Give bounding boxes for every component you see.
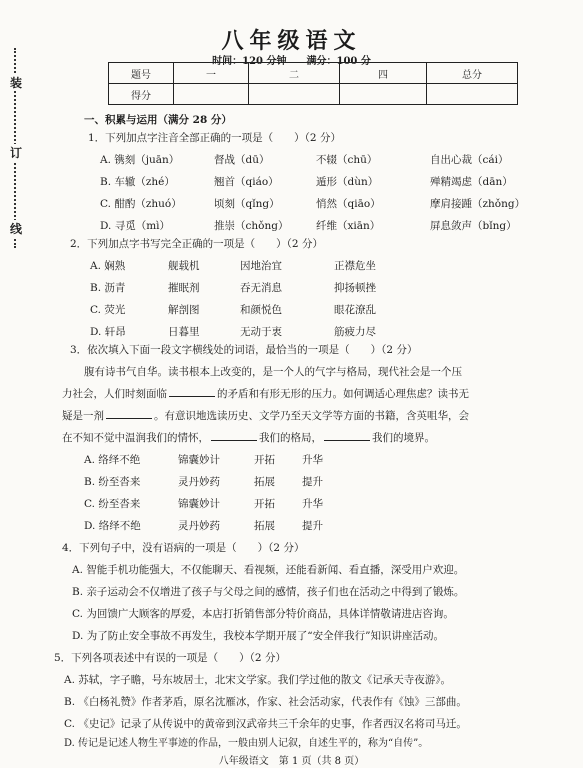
passage-line bbox=[62, 430, 435, 445]
option-cell: C. 荧光 bbox=[90, 304, 126, 316]
score-header-cell: 二 bbox=[249, 63, 340, 84]
option-cell: B. 车辙（zhé） bbox=[100, 176, 175, 188]
score-header-cell: 四 bbox=[340, 63, 427, 84]
passage-text: 的矛盾和有形无形的压力。如何调适心理焦虑？读书无 bbox=[217, 388, 469, 400]
option-line: D. 传记是记述人物生平事迹的作品，一般由别人记叙，自述生平的，称为“自传”。 bbox=[64, 738, 429, 749]
option-cell: 拓展 bbox=[254, 520, 275, 532]
option-cell: 锦囊妙计 bbox=[178, 498, 220, 510]
option-cell: 推崇（chǒng） bbox=[214, 220, 289, 232]
option-line: B. 《白杨礼赞》作者茅盾，原名沈雁冰，作家、社会活动家，代表作有《蚀》三部曲。 bbox=[64, 696, 467, 708]
option-cell: D. 寻觅（mì） bbox=[100, 220, 171, 232]
score-row-label: 得分 bbox=[109, 84, 174, 105]
gutter-xian: 线 bbox=[10, 222, 23, 236]
option-cell: 提升 bbox=[302, 476, 323, 488]
score-cell[interactable] bbox=[249, 84, 340, 105]
option-cell: 殚精竭虑（dān） bbox=[430, 176, 513, 188]
option-line: A. 智能手机功能强大，不仅能聊天、看视频，还能看新闻、看直播，深受用户欢迎。 bbox=[72, 564, 465, 576]
option-line: C. 《史记》记录了从传说中的黄帝到汉武帝共三千余年的史事，作者西汉名将司马迁。 bbox=[64, 718, 467, 730]
option-cell: 屏息敛声（bǐng） bbox=[430, 220, 517, 232]
question-stem: 2．下列加点字书写完全正确的一项是（ ）（2 分） bbox=[70, 238, 323, 250]
option-cell: 正襟危坐 bbox=[334, 260, 376, 272]
passage-text: 疑是一剂 bbox=[62, 410, 104, 422]
option-cell: 升华 bbox=[302, 498, 323, 510]
option-cell: D. 络绎不绝 bbox=[84, 520, 141, 532]
score-header-cell: 总分 bbox=[427, 63, 518, 84]
option-cell: 筋疲力尽 bbox=[334, 326, 376, 338]
option-cell: 灵丹妙药 bbox=[178, 476, 220, 488]
option-cell: 灵丹妙药 bbox=[178, 520, 220, 532]
option-cell: 升华 bbox=[302, 454, 323, 466]
question-stem: 4．下列句子中，没有语病的一项是（ ）（2 分） bbox=[62, 542, 305, 554]
section-heading: 一、积累与运用（满分 28 分） bbox=[84, 114, 232, 126]
passage-text: 力社会，人们时刻面临 bbox=[62, 388, 167, 400]
option-cell: 锦囊妙计 bbox=[178, 454, 220, 466]
option-cell: 摧眠剂 bbox=[168, 282, 200, 294]
option-cell: 顷刻（qǐng） bbox=[214, 198, 280, 210]
fill-blank[interactable] bbox=[106, 418, 152, 419]
option-cell: C. 纷至沓来 bbox=[84, 498, 141, 510]
fill-blank[interactable] bbox=[169, 396, 215, 397]
fill-blank[interactable] bbox=[324, 440, 370, 441]
option-cell: 和颜悦色 bbox=[240, 304, 282, 316]
fill-blank[interactable] bbox=[211, 440, 257, 441]
passage-text: 在不知不觉中温润我们的情怀， bbox=[62, 432, 209, 444]
option-cell: 督战（dū） bbox=[214, 154, 270, 166]
option-line: D. 为了防止安全事故不再发生，我校本学期开展了“安全伴我行”知识讲座活动。 bbox=[72, 630, 444, 642]
option-line: C. 为回馈广大顾客的厚爱，本店打折销售部分特价商品，具体详情敬请进店咨询。 bbox=[72, 608, 454, 620]
option-cell: A. 娴熟 bbox=[90, 260, 126, 272]
option-cell: 悄然（qiāo） bbox=[316, 198, 381, 210]
option-cell: A. 络绎不绝 bbox=[84, 454, 141, 466]
score-header-cell: 题号 bbox=[109, 63, 174, 84]
option-cell: 自出心裁（cái） bbox=[430, 154, 509, 166]
passage-text: 我们的格局， bbox=[259, 432, 322, 444]
option-cell: A. 镌刻（juān） bbox=[100, 154, 180, 166]
question-stem: 1．下列加点字注音全部正确的一项是（ ）（2 分） bbox=[88, 132, 341, 144]
option-cell: 提升 bbox=[302, 520, 323, 532]
option-line: A. 苏轼，字子瞻，号东坡居士，北宋文学家。我们学过他的散文《记承天寺夜游》。 bbox=[64, 674, 452, 686]
option-cell: 解剖图 bbox=[168, 304, 200, 316]
question-stem: 3．依次填入下面一段文字横线处的词语，最恰当的一项是（ ）（2 分） bbox=[70, 344, 418, 356]
option-cell: 抑扬顿挫 bbox=[334, 282, 376, 294]
option-cell: B. 纷至沓来 bbox=[84, 476, 141, 488]
score-cell[interactable] bbox=[427, 84, 518, 105]
option-cell: 开拓 bbox=[254, 498, 275, 510]
exam-info: 时间：120 分钟 满分：100 分 bbox=[212, 56, 371, 67]
passage-line: 腹有诗书气自华。读书根本上改变的，是一个人的气字与格局，现代社会是一个压 bbox=[84, 366, 462, 378]
option-cell: 日暮里 bbox=[168, 326, 200, 338]
option-cell: 摩肩接踵（zhǒng） bbox=[430, 198, 526, 210]
option-cell: 吞无消息 bbox=[240, 282, 282, 294]
passage-text: 。有意识地选读历史、文学乃至天文学等方面的书籍，含英咀华，会 bbox=[154, 410, 469, 422]
page-title: 八年级语文 bbox=[221, 28, 362, 54]
score-header-cell: 一 bbox=[174, 63, 249, 84]
option-cell: 纤维（xiān） bbox=[316, 220, 381, 232]
option-cell: 因地治宜 bbox=[240, 260, 282, 272]
option-cell: 眼花潦乱 bbox=[334, 304, 376, 316]
option-cell: 开拓 bbox=[254, 454, 275, 466]
option-cell: D. 轩昂 bbox=[90, 326, 126, 338]
passage-text: 我们的境界。 bbox=[372, 432, 435, 444]
question-stem: 5．下列各项表述中有误的一项是（ ）（2 分） bbox=[54, 652, 286, 664]
option-cell: 舰载机 bbox=[168, 260, 200, 272]
option-cell: 遁形（dùn） bbox=[316, 176, 379, 188]
option-line: B. 亲子运动会不仅增进了孩子与父母之间的感情，孩子们也在活动之中得到了锻炼。 bbox=[72, 586, 465, 598]
option-cell: C. 酣酌（zhuó） bbox=[100, 198, 182, 210]
option-cell: 翘首（qiáo） bbox=[214, 176, 279, 188]
option-cell: 拓展 bbox=[254, 476, 275, 488]
page-footer: 八年级语文 第 1 页（共 8 页） bbox=[218, 756, 365, 767]
passage-line bbox=[62, 408, 469, 423]
gutter-zhuang: 装 bbox=[10, 76, 23, 90]
option-cell: 无动于衷 bbox=[240, 326, 282, 338]
passage-line bbox=[62, 386, 469, 401]
option-cell: 不辍（chū） bbox=[316, 154, 378, 166]
gutter-ding: 订 bbox=[10, 146, 23, 160]
option-cell: B. 沥青 bbox=[90, 282, 126, 294]
score-cell[interactable] bbox=[174, 84, 249, 105]
score-cell[interactable] bbox=[340, 84, 427, 105]
score-table bbox=[108, 62, 518, 105]
